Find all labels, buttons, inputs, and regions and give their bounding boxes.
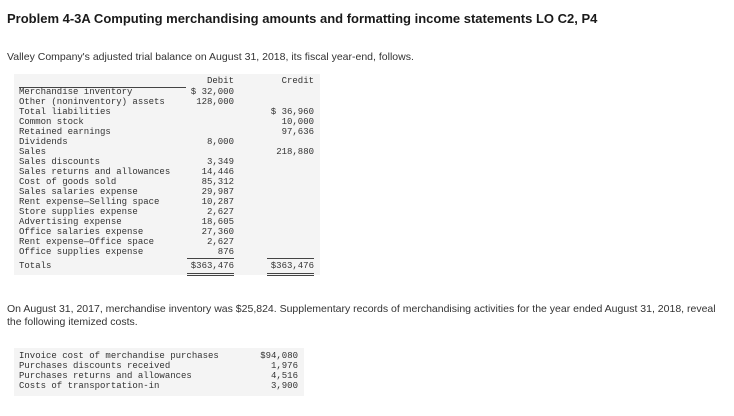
account-name: Sales salaries expense <box>19 187 138 197</box>
debit-amount: 8,000 <box>206 137 234 147</box>
account-name: Common stock <box>19 117 84 127</box>
account-name: Merchandise inventory <box>19 87 133 97</box>
debit-amount: 2,627 <box>206 237 234 247</box>
debit-amount: 18,605 <box>201 217 234 227</box>
debit-amount: 10,287 <box>201 197 234 207</box>
debit-sum-rule <box>187 258 234 259</box>
itemized-costs-table <box>14 348 304 396</box>
credit-amount: 97,636 <box>281 127 314 137</box>
account-name: Other (noninventory) assets <box>19 97 165 107</box>
account-name: Sales returns and allowances <box>19 167 171 177</box>
account-name: Store supplies expense <box>19 207 138 217</box>
account-name: Office supplies expense <box>19 247 144 257</box>
cost-item-label: Purchases discounts received <box>19 361 171 371</box>
debit-amount: 27,360 <box>201 227 234 237</box>
intro-text: Valley Company's adjusted trial balance on August 31, 2018, its fiscal year-end, follows. <box>7 51 414 63</box>
account-name: Total liabilities <box>19 107 111 117</box>
debit-amount: 29,987 <box>201 187 234 197</box>
cost-item-label: Costs of transportation-in <box>19 381 160 391</box>
problem-title: Problem 4-3A Computing merchandising amounts and formatting income statements LO C2, P4 <box>7 11 598 26</box>
credit-sum-rule <box>267 258 314 259</box>
debit-total-double-rule <box>187 273 234 276</box>
cost-item-value: 1,976 <box>270 361 298 371</box>
debit-amount: 876 <box>217 247 234 257</box>
debit-amount: 2,627 <box>206 207 234 217</box>
totals-debit: $363,476 <box>190 261 234 271</box>
debit-amount: 14,446 <box>201 167 234 177</box>
supplementary-text: On August 31, 2017, merchandise inventory was $25,824. Supplementary records of merchandising activities for the year ended August 31, 2018, reveal the following itemized costs. <box>7 303 716 328</box>
account-name: Sales <box>19 147 47 157</box>
debit-header: Debit <box>206 76 234 86</box>
account-name: Sales discounts <box>19 157 101 167</box>
debit-amount: 128,000 <box>196 97 234 107</box>
credit-amount: 218,880 <box>276 147 314 157</box>
credit-amount: $ 36,960 <box>270 107 314 117</box>
cost-item-label: Invoice cost of merchandise purchases <box>19 351 219 361</box>
account-name: Rent expense—Selling space <box>19 197 160 207</box>
cost-item-value: $94,080 <box>260 351 298 361</box>
cost-item-label: Purchases returns and allowances <box>19 371 192 381</box>
account-name: Office salaries expense <box>19 227 144 237</box>
debit-amount: $ 32,000 <box>190 87 234 97</box>
totals-credit: $363,476 <box>270 261 314 271</box>
account-name: Cost of goods sold <box>19 177 117 187</box>
account-name: Dividends <box>19 137 68 147</box>
credit-header: Credit <box>281 76 314 86</box>
account-name: Retained earnings <box>19 127 111 137</box>
debit-amount: 3,349 <box>206 157 234 167</box>
cost-item-value: 3,900 <box>270 381 298 391</box>
credit-amount: 10,000 <box>281 117 314 127</box>
debit-amount: 85,312 <box>201 177 234 187</box>
totals-label: Totals <box>19 261 52 271</box>
trial-balance-table <box>14 74 320 275</box>
credit-total-double-rule <box>267 273 314 276</box>
account-name: Advertising expense <box>19 217 122 227</box>
cost-item-value: 4,516 <box>270 371 298 381</box>
account-name: Rent expense—Office space <box>19 237 155 247</box>
